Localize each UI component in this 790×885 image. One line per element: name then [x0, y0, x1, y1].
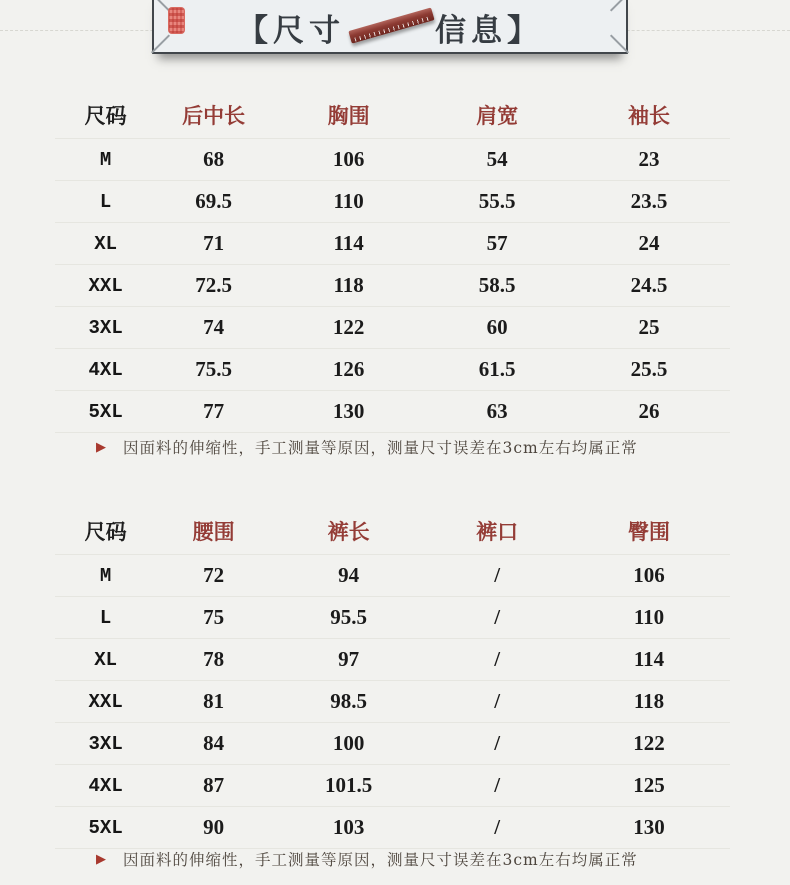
size-column-header: 尺码 [84, 103, 127, 128]
value-cell: 94 [271, 555, 426, 597]
value-cell: 103 [271, 807, 426, 849]
size-cell: XXL [55, 265, 156, 307]
table-row [55, 555, 730, 597]
value-cell: 61.5 [426, 349, 568, 391]
measurement-note-top [96, 436, 638, 458]
size-cell: 3XL [55, 307, 156, 349]
value-cell: 110 [568, 597, 730, 639]
value-cell: 63 [426, 391, 568, 433]
value-cell: / [426, 597, 568, 639]
value-cell: 87 [156, 765, 271, 807]
page-title [154, 2, 626, 52]
value-cell: 126 [271, 349, 426, 391]
value-cell: 57 [426, 223, 568, 265]
measure-column-header: 裤口 [476, 519, 519, 544]
value-cell: 54 [426, 139, 568, 181]
measure-column-header: 肩宽 [476, 103, 519, 128]
table-row [55, 639, 730, 681]
measure-column-header: 臀围 [628, 519, 670, 544]
size-cell: 4XL [55, 765, 156, 807]
table-row [55, 765, 730, 807]
value-cell: 122 [568, 723, 730, 765]
value-cell: 95.5 [271, 597, 426, 639]
note-marker-icon: ▶ [96, 439, 106, 455]
table-row [55, 391, 730, 433]
size-cell: M [55, 555, 156, 597]
size-cell: L [55, 181, 156, 223]
value-cell: 71 [156, 223, 271, 265]
value-cell: 58.5 [426, 265, 568, 307]
value-cell: 75.5 [156, 349, 271, 391]
table-row [55, 349, 730, 391]
value-cell: 75 [156, 597, 271, 639]
size-table-top [55, 92, 730, 433]
value-cell: / [426, 807, 568, 849]
value-cell: 81 [156, 681, 271, 723]
page-title-right: 信息】 [435, 12, 543, 49]
value-cell: / [426, 639, 568, 681]
size-cell: 3XL [55, 723, 156, 765]
table-header-row [55, 92, 730, 139]
table-header-row [55, 508, 730, 555]
value-cell: 84 [156, 723, 271, 765]
table-row [55, 807, 730, 849]
table-row [55, 307, 730, 349]
measure-column-header: 胸围 [327, 103, 370, 128]
note-marker-icon: ▶ [96, 851, 106, 867]
value-cell: / [426, 555, 568, 597]
size-cell: XL [55, 223, 156, 265]
value-cell: 78 [156, 639, 271, 681]
size-cell: 5XL [55, 807, 156, 849]
value-cell: / [426, 765, 568, 807]
table-row [55, 223, 730, 265]
value-cell: 55.5 [426, 181, 568, 223]
value-cell: 26 [568, 391, 730, 433]
value-cell: 110 [271, 181, 426, 223]
value-cell: 118 [568, 681, 730, 723]
table-row [55, 597, 730, 639]
value-cell: 98.5 [271, 681, 426, 723]
size-cell: XL [55, 639, 156, 681]
value-cell: 118 [271, 265, 426, 307]
value-cell: 130 [271, 391, 426, 433]
size-cell: 4XL [55, 349, 156, 391]
size-cell: L [55, 597, 156, 639]
value-cell: 24.5 [568, 265, 730, 307]
value-cell: 25.5 [568, 349, 730, 391]
table-row [55, 681, 730, 723]
value-cell: 23.5 [568, 181, 730, 223]
size-cell: M [55, 139, 156, 181]
value-cell: 68 [156, 139, 271, 181]
value-cell: 130 [568, 807, 730, 849]
value-cell: 100 [271, 723, 426, 765]
size-cell: 5XL [55, 391, 156, 433]
measure-column-header: 后中长 [182, 103, 246, 128]
note-text: 因面料的伸缩性，手工测量等原因，测量尺寸误差在3cm左右均属正常 [123, 851, 638, 869]
value-cell: / [426, 723, 568, 765]
value-cell: 106 [568, 555, 730, 597]
note-text: 因面料的伸缩性，手工测量等原因，测量尺寸误差在3cm左右均属正常 [123, 439, 638, 457]
measure-column-header: 裤长 [327, 519, 370, 544]
table-row [55, 139, 730, 181]
value-cell: 72 [156, 555, 271, 597]
value-cell: 69.5 [156, 181, 271, 223]
value-cell: 23 [568, 139, 730, 181]
title-banner [152, 0, 628, 54]
value-cell: 114 [271, 223, 426, 265]
value-cell: 24 [568, 223, 730, 265]
size-table-bottom [55, 508, 730, 849]
value-cell: 74 [156, 307, 271, 349]
value-cell: 90 [156, 807, 271, 849]
value-cell: 60 [426, 307, 568, 349]
value-cell: 25 [568, 307, 730, 349]
value-cell: 106 [271, 139, 426, 181]
measurement-note-bottom [96, 848, 638, 870]
value-cell: 122 [271, 307, 426, 349]
value-cell: 72.5 [156, 265, 271, 307]
size-column-header: 尺码 [84, 519, 127, 544]
page-title-left: 【尺寸 [237, 12, 345, 49]
value-cell: / [426, 681, 568, 723]
value-cell: 77 [156, 391, 271, 433]
table-row [55, 265, 730, 307]
ruler-icon [348, 7, 434, 43]
measure-column-header: 袖长 [628, 103, 670, 128]
table-row [55, 723, 730, 765]
value-cell: 125 [568, 765, 730, 807]
value-cell: 101.5 [271, 765, 426, 807]
value-cell: 97 [271, 639, 426, 681]
table-row [55, 181, 730, 223]
measure-column-header: 腰围 [192, 519, 235, 544]
size-cell: XXL [55, 681, 156, 723]
value-cell: 114 [568, 639, 730, 681]
